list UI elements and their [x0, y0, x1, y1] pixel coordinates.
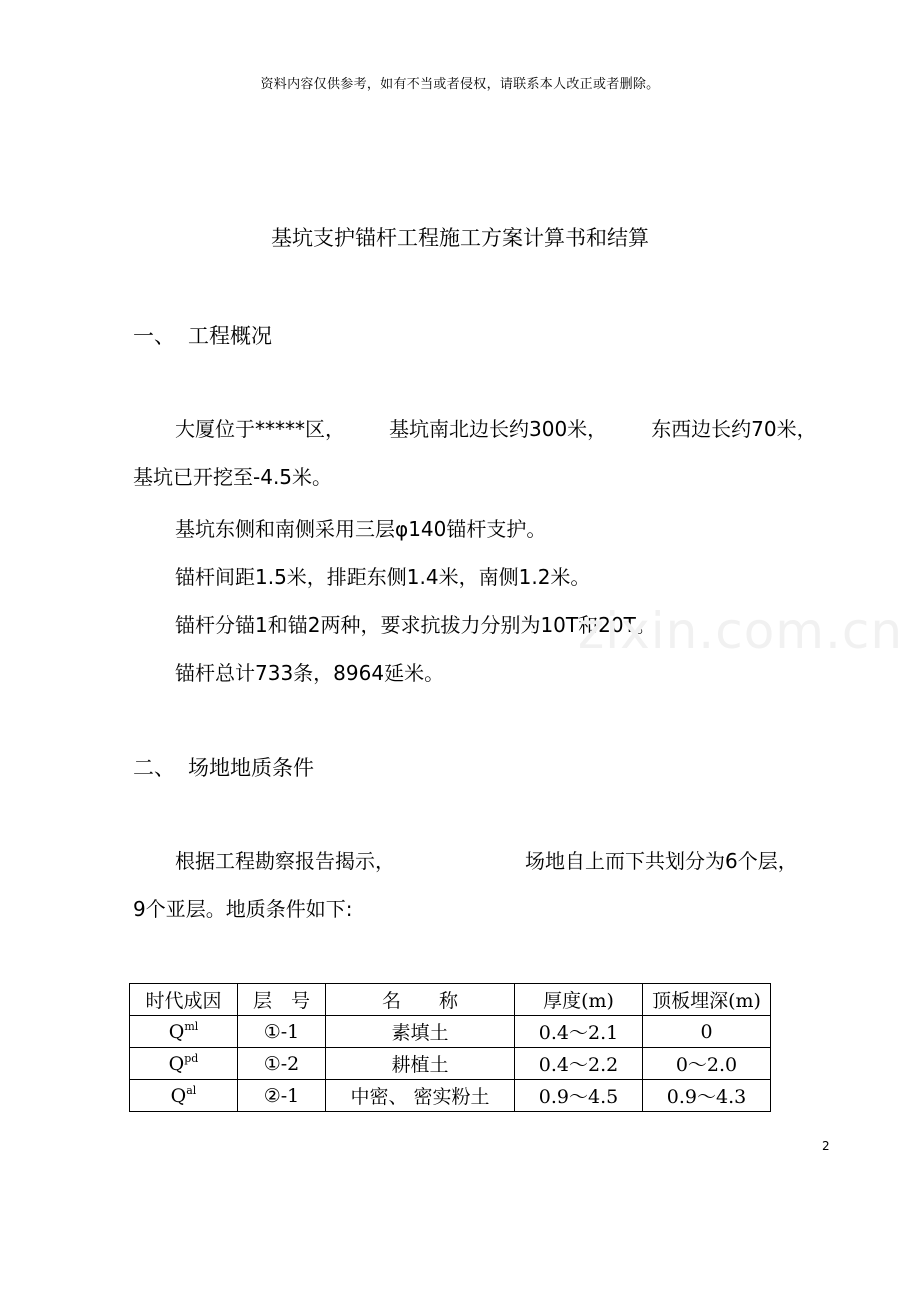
header-cell: 名 称 [326, 984, 515, 1016]
origin-cell: $Q^{ml}$ [130, 1016, 238, 1048]
geology-layers: 场地自上而下共划分为6个层， [525, 849, 798, 873]
depth-cell: 0～2.0 [643, 1048, 771, 1080]
document-title: 基坑支护锚杆工程施工方案计算书和结算 [271, 226, 649, 250]
depth-cell: 0 [643, 1016, 771, 1048]
table-row [130, 1048, 771, 1080]
watermark-text: zixin.com.cn [578, 602, 904, 660]
header-cell: 厚度(m) [515, 984, 643, 1016]
table-header-row [130, 984, 771, 1016]
overview-line-types: 锚杆分锚1和锚2两种，要求抗拔力分别为10T和20T。 [175, 613, 656, 637]
name-cell: 中密、 密实粉土 [326, 1080, 515, 1112]
geology-sublayers: 9个亚层。地质条件如下: [133, 897, 353, 921]
table-row [130, 1080, 771, 1112]
overview-location: 大厦位于*****区， [175, 417, 345, 441]
layer-cell: ②-1 [238, 1080, 326, 1112]
header-cell: 层 号 [238, 984, 326, 1016]
disclaimer-text: 资料内容仅供参考，如有不当或者侵权，请联系本人改正或者删除。 [260, 77, 660, 92]
geology-paragraph [133, 837, 833, 933]
overview-line-support: 基坑东侧和南侧采用三层φ140锚杆支护。 [175, 517, 547, 541]
overview-excavation: 基坑已开挖至-4.5米。 [133, 465, 333, 489]
section-label: 工程概况 [188, 324, 272, 348]
header-cell: 顶板埋深(m) [643, 984, 771, 1016]
origin-cell: $Q^{al}$ [130, 1080, 238, 1112]
section-heading-geology [133, 752, 314, 782]
overview-ns-length: 基坑南北边长约300米， [389, 417, 608, 441]
overview-line-total: 锚杆总计733条，8964延米。 [175, 661, 445, 685]
page-number: 2 [822, 1139, 830, 1153]
thickness-cell: 0.9～4.5 [515, 1080, 643, 1112]
section-heading-overview [133, 320, 272, 350]
name-cell: 素填土 [326, 1016, 515, 1048]
layer-cell: ①-2 [238, 1048, 326, 1080]
name-cell: 耕植土 [326, 1048, 515, 1080]
header-cell: 时代成因 [130, 984, 238, 1016]
origin-cell: $Q^{pd}$ [130, 1048, 238, 1080]
table-row [130, 1016, 771, 1048]
thickness-cell: 0.4～2.2 [515, 1048, 643, 1080]
thickness-cell: 0.4～2.1 [515, 1016, 643, 1048]
geology-table [129, 983, 771, 1112]
overview-paragraph [133, 405, 833, 501]
section-number: 一、 [133, 324, 175, 348]
section-label: 场地地质条件 [188, 756, 314, 780]
overview-ew-length: 东西边长约70米， [651, 417, 817, 441]
section-number: 二、 [133, 756, 175, 780]
layer-cell: ①-1 [238, 1016, 326, 1048]
geology-source: 根据工程勘察报告揭示， [175, 849, 395, 873]
depth-cell: 0.9～4.3 [643, 1080, 771, 1112]
overview-line-spacing: 锚杆间距1.5米，排距东侧1.4米，南侧1.2米。 [175, 565, 591, 589]
